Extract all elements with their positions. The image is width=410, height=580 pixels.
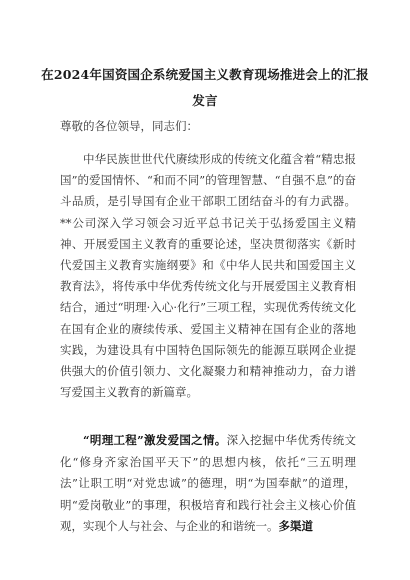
body-paragraph-1: 中华民族世世代代赓续形成的传统文化蕴含着“精忠报国”的爱国情怀、“和而不同”的管理智慧、“自强不息”的奋斗品质，是引导国有企业干部职工团结奋斗的有力武器。**公司深入学习领会习近平总书记关于弘扬爱国主义精神、开展爱国主义教育的重要论述，坚决贯彻落实《新时代爱国主义教育实施纲要》和《中华人民共和国爱国主义教育法》，将传承中华优秀传统文化与开展爱国主义教育相结合，通过“明理·入心·化行”三项工程，实现优秀传统文化在国有企业的赓续传承、爱国主义精神在国有企业的落地实践，为建设具有中国特色国际领先的能源互联网企业提供强大的价值引领力、文化凝聚力和精神推动力，奋力谱写爱国主义教育的新篇章。 (60, 152, 356, 400)
paragraph-2-tail: 多渠道 (278, 519, 313, 533)
body-paragraph-2 (60, 430, 356, 538)
document-title (40, 62, 370, 114)
title-line-2: 发言 (192, 93, 218, 108)
title-line-1: 在2024年国资国企系统爱国主义教育现场推进会上的汇报 (41, 67, 369, 82)
paragraph-2-body: 深入挖掘中华优秀传统文化“修身齐家治国平天下”的思想内核，依托“三五明理法”让职工明“对党忠诚”的德理，明“为国奉献”的道理，明“爱岗敬业”的事理，积极培育和践行社会主义核心价值观，实现个人与社会、与企业的和谐统一。 (60, 433, 357, 533)
section-heading-inline: “明理工程”激发爱国之情。 (83, 433, 227, 447)
greeting: 尊敬的各位领导，同志们： (60, 119, 198, 133)
